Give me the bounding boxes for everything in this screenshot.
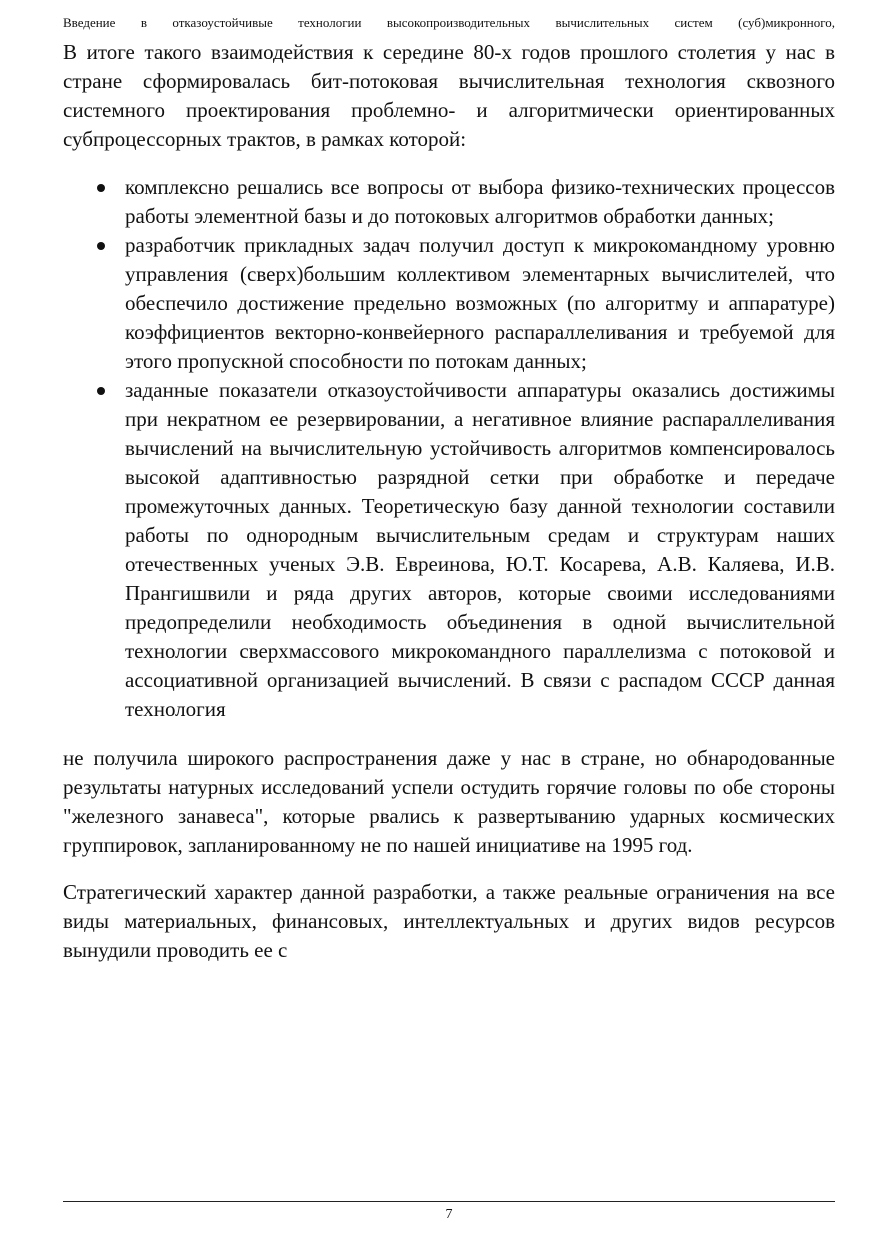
bullet-dot-icon — [97, 184, 105, 192]
bullet-item-text: заданные показатели отказоустойчивости аппаратуры оказались достижимы при некратном ее резервировании, а негативное влияние распараллеливания вычислений на вычислительную устойчивость алгоритмов компенсировалось высокой адаптивностью разрядной сетки при обработке и передаче промежуточных данных. Теоретическую базу данной технологии составили работы по однородным вычислительным средам и структурам наших отечественных ученых Э.В. Евреинова, Ю.Т. Косарева, А.В. Каляева, И.В. Прангишвили и ряда других авторов, которые своими исследованиями предопределили необходимость объединения в одной вычислительной технологии сверхмассового микрокомандного параллелизма с потоковой и ассоциативной организацией вычислений. В связи с распадом СССР данная технология — [125, 378, 835, 721]
page-number: 7 — [445, 1207, 453, 1222]
continuation-paragraph: не получила широкого распространения даже у нас в стране, но обнародованные результаты натурных исследований успели остудить горячие головы по обе стороны "железного занавеса", которые рвались к развертыванию ударных космических группировок, запланированному не по нашей инициативе на 1995 год. — [63, 746, 835, 857]
page-content — [63, 38, 835, 965]
bullet-item — [63, 173, 835, 231]
running-header: Введение в отказоустойчивые технологии высокопроизводительных вычислительных систем (суб)микронного, — [63, 15, 835, 30]
bullet-dot-icon — [97, 387, 105, 395]
bullet-dot-icon — [97, 242, 105, 250]
final-paragraph: Стратегический характер данной разработки, а также реальные ограничения на все виды материальных, финансовых, интеллектуальных и других видов ресурсов вынудили проводить ее с — [63, 880, 835, 962]
footer-divider — [63, 1201, 835, 1202]
bullet-item — [63, 376, 835, 724]
document-page — [63, 0, 835, 1241]
bullet-item-text: комплексно решались все вопросы от выбора физико-технических процессов работы элементной базы и до потоковых алгоритмов обработки данных; — [125, 175, 835, 228]
bullet-item — [63, 231, 835, 376]
bullet-item-text: разработчик прикладных задач получил доступ к микрокомандному уровню управления (сверх)большим коллективом элементарных вычислителей, что обеспечило достижение предельно возможных (по алгоритму и аппаратуре) коэффициентов векторно-конвейерного распараллеливания и требуемой для этого пропускной способности по потокам данных; — [125, 233, 835, 373]
bullet-list — [63, 173, 835, 724]
intro-paragraph: В итоге такого взаимодействия к середине 80-х годов прошлого столетия у нас в стране сформировалась бит-потоковая вычислительная технология сквозного системного проектирования проблемно- и алгоритмически ориентированных субпроцессорных трактов, в рамках которой: — [63, 40, 835, 151]
